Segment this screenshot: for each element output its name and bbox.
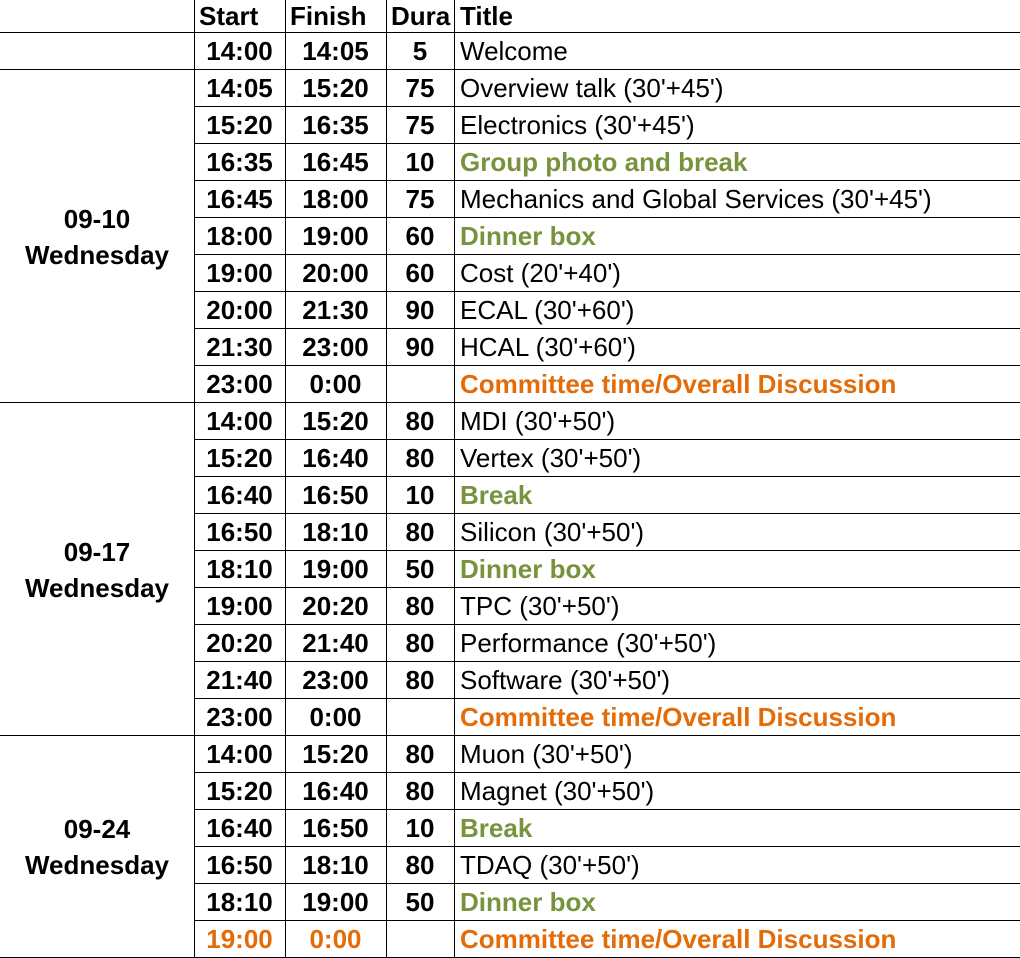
cell-finish: 18:10 xyxy=(302,850,369,880)
cell-finish: 21:30 xyxy=(302,295,369,325)
grid-hline xyxy=(0,32,1020,33)
cell-start: 18:00 xyxy=(206,221,273,251)
header-duration: Dura xyxy=(391,1,451,31)
cell-title: Break xyxy=(460,480,533,510)
grid-hline xyxy=(194,217,1020,218)
grid-hline xyxy=(194,143,1020,144)
cell-start: 20:20 xyxy=(206,628,273,658)
cell-duration: 80 xyxy=(405,739,435,769)
cell-finish: 16:45 xyxy=(302,147,369,177)
grid-hline xyxy=(194,365,1020,366)
grid-hline xyxy=(194,883,1020,884)
grid-hline xyxy=(194,180,1020,181)
cell-duration xyxy=(386,366,454,403)
cell-finish: 16:35 xyxy=(302,110,369,140)
cell-start: 19:00 xyxy=(206,258,273,288)
cell-finish: 20:00 xyxy=(302,258,369,288)
grid-vline xyxy=(194,0,195,957)
day-date: 09-24 xyxy=(63,814,131,844)
cell-start: 16:45 xyxy=(206,184,273,214)
cell-duration xyxy=(386,699,454,736)
cell-start: 14:05 xyxy=(206,73,273,103)
cell-finish: 0:00 xyxy=(309,369,362,399)
grid-hline xyxy=(194,698,1020,699)
grid-hline xyxy=(194,920,1020,921)
cell-start: 19:00 xyxy=(206,591,273,621)
cell-duration: 90 xyxy=(405,295,435,325)
cell-title: Committee time/Overall Discussion xyxy=(460,924,897,954)
grid-hline xyxy=(194,809,1020,810)
cell-finish: 15:20 xyxy=(302,739,369,769)
cell-title: Dinner box xyxy=(460,887,596,917)
cell-title: MDI (30'+50') xyxy=(460,406,616,436)
cell-start: 14:00 xyxy=(206,739,273,769)
cell-start: 18:10 xyxy=(206,887,273,917)
cell-start: 15:20 xyxy=(206,443,273,473)
cell-title: Break xyxy=(460,813,533,843)
cell-title: Performance (30'+50') xyxy=(460,628,717,658)
cell-start: 14:00 xyxy=(206,36,273,66)
cell-start: 18:10 xyxy=(206,554,273,584)
cell-title: Muon (30'+50') xyxy=(460,739,633,769)
cell-finish: 18:10 xyxy=(302,517,369,547)
cell-finish: 16:40 xyxy=(302,776,369,806)
cell-start: 14:00 xyxy=(206,406,273,436)
cell-duration: 50 xyxy=(405,554,435,584)
grid-hline xyxy=(194,254,1020,255)
cell-duration xyxy=(386,921,454,958)
cell-duration: 80 xyxy=(405,517,435,547)
cell-duration: 10 xyxy=(405,813,435,843)
cell-finish: 16:50 xyxy=(302,480,369,510)
cell-finish: 0:00 xyxy=(309,702,362,732)
cell-finish: 15:20 xyxy=(302,73,369,103)
cell-finish: 15:20 xyxy=(302,406,369,436)
cell-start: 16:50 xyxy=(206,517,273,547)
header-start: Start xyxy=(199,1,259,31)
cell-title: Committee time/Overall Discussion xyxy=(460,702,897,732)
cell-finish: 19:00 xyxy=(302,554,369,584)
day-label xyxy=(0,403,194,736)
grid-hline xyxy=(194,624,1020,625)
cell-title: Cost (20'+40') xyxy=(460,258,621,288)
header-title: Title xyxy=(460,1,513,31)
cell-title: TDAQ (30'+50') xyxy=(460,850,640,880)
cell-title: ECAL (30'+60') xyxy=(460,295,635,325)
cell-duration: 80 xyxy=(405,591,435,621)
cell-start: 21:40 xyxy=(206,665,273,695)
cell-title: Dinner box xyxy=(460,221,596,251)
cell-duration: 50 xyxy=(405,887,435,917)
cell-start: 15:20 xyxy=(206,776,273,806)
grid-hline xyxy=(194,846,1020,847)
cell-finish: 23:00 xyxy=(302,332,369,362)
grid-hline xyxy=(194,106,1020,107)
day-label xyxy=(0,70,194,403)
cell-finish: 0:00 xyxy=(309,924,362,954)
cell-finish: 19:00 xyxy=(302,887,369,917)
cell-finish: 18:00 xyxy=(302,184,369,214)
cell-start: 20:00 xyxy=(206,295,273,325)
cell-duration: 75 xyxy=(405,184,435,214)
day-weekday: Wednesday xyxy=(24,572,169,603)
cell-title: Magnet (30'+50') xyxy=(460,776,655,806)
grid-vline xyxy=(285,0,286,957)
cell-finish: 20:20 xyxy=(302,591,369,621)
cell-duration: 80 xyxy=(405,665,435,695)
cell-finish: 16:50 xyxy=(302,813,369,843)
cell-duration: 5 xyxy=(412,36,428,66)
grid-vline xyxy=(386,0,387,957)
grid-hline xyxy=(194,439,1020,440)
cell-finish: 21:40 xyxy=(302,628,369,658)
grid-hline xyxy=(194,513,1020,514)
cell-finish: 14:05 xyxy=(302,36,369,66)
cell-title: Overview talk (30'+45') xyxy=(460,73,724,103)
grid-hline xyxy=(194,661,1020,662)
day-date: 09-10 xyxy=(63,203,131,234)
grid-vline xyxy=(454,0,455,957)
grid-hline xyxy=(194,772,1020,773)
header-finish: Finish xyxy=(290,1,367,31)
cell-start: 23:00 xyxy=(206,702,273,732)
day-weekday: Wednesday xyxy=(24,850,169,880)
day-label xyxy=(0,736,194,958)
cell-title: Mechanics and Global Services (30'+45') xyxy=(460,184,932,214)
cell-title: HCAL (30'+60') xyxy=(460,332,636,362)
grid-hline xyxy=(0,735,1020,736)
cell-title: Electronics (30'+45') xyxy=(460,110,695,140)
cell-start: 16:35 xyxy=(206,147,273,177)
cell-title: Welcome xyxy=(460,36,568,66)
grid-hline xyxy=(194,587,1020,588)
grid-hline xyxy=(194,476,1020,477)
cell-duration: 90 xyxy=(405,332,435,362)
cell-duration: 80 xyxy=(405,443,435,473)
cell-start: 15:20 xyxy=(206,110,273,140)
cell-start: 23:00 xyxy=(206,369,273,399)
cell-start: 16:50 xyxy=(206,850,273,880)
cell-start: 16:40 xyxy=(206,813,273,843)
cell-title: Group photo and break xyxy=(460,147,748,177)
grid-hline xyxy=(194,328,1020,329)
cell-duration: 60 xyxy=(405,221,435,251)
cell-start: 21:30 xyxy=(206,332,273,362)
grid-hline xyxy=(194,550,1020,551)
grid-hline xyxy=(0,402,1020,403)
cell-duration: 80 xyxy=(405,406,435,436)
cell-duration: 80 xyxy=(405,776,435,806)
cell-title: Vertex (30'+50') xyxy=(460,443,642,473)
cell-duration: 80 xyxy=(405,850,435,880)
cell-duration: 80 xyxy=(405,628,435,658)
cell-title: Silicon (30'+50') xyxy=(460,517,645,547)
cell-title: Dinner box xyxy=(460,554,596,584)
cell-finish: 19:00 xyxy=(302,221,369,251)
cell-title: TPC (30'+50') xyxy=(460,591,620,621)
day-date: 09-17 xyxy=(63,536,131,567)
cell-duration: 60 xyxy=(405,258,435,288)
grid-hline xyxy=(0,69,1020,70)
cell-duration: 75 xyxy=(405,110,435,140)
day-weekday: Wednesday xyxy=(24,239,169,270)
cell-title: Software (30'+50') xyxy=(460,665,671,695)
cell-duration: 75 xyxy=(405,73,435,103)
cell-finish: 16:40 xyxy=(302,443,369,473)
cell-duration: 10 xyxy=(405,480,435,510)
cell-duration: 10 xyxy=(405,147,435,177)
cell-title: Committee time/Overall Discussion xyxy=(460,369,897,399)
cell-finish: 23:00 xyxy=(302,665,369,695)
cell-start: 19:00 xyxy=(206,924,273,954)
grid-hline xyxy=(194,291,1020,292)
cell-start: 16:40 xyxy=(206,480,273,510)
